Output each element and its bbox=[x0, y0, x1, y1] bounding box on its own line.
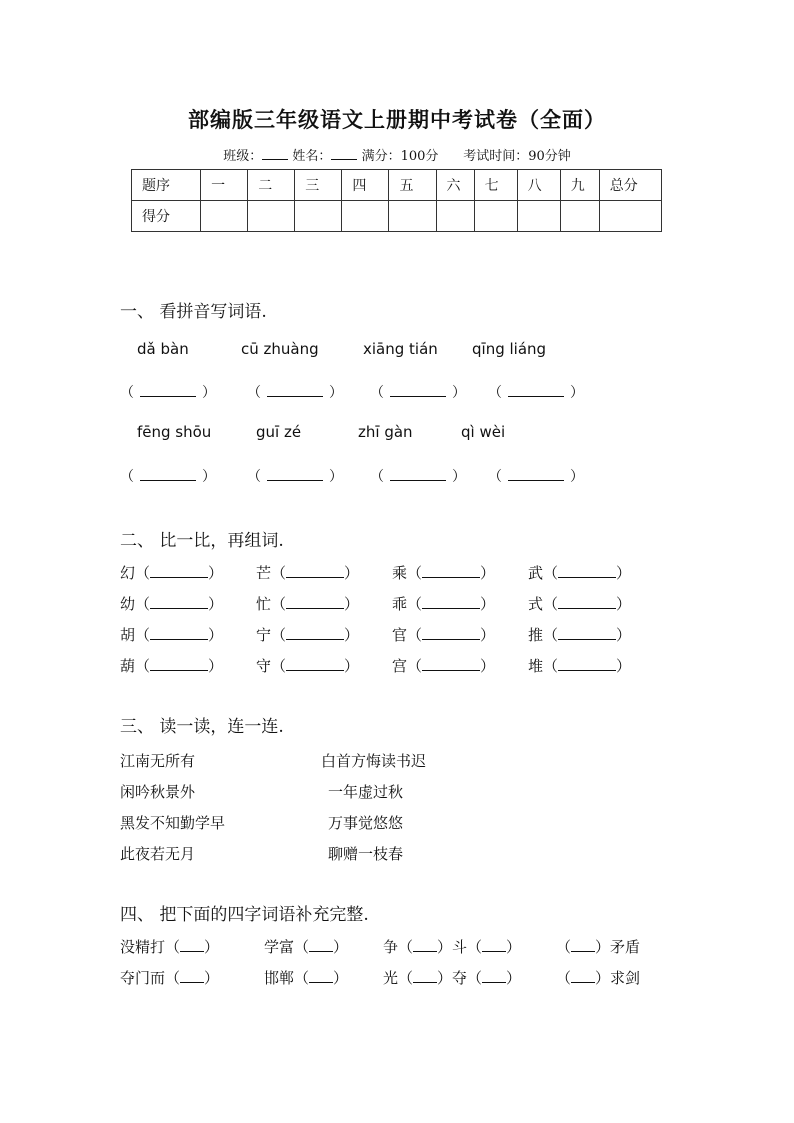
paren-close: ） bbox=[616, 657, 632, 675]
char: 宁 bbox=[256, 626, 272, 644]
score-header-cell: 三 bbox=[295, 170, 342, 201]
paren-close: ） bbox=[202, 469, 216, 485]
poem-line-left[interactable]: 此夜若无月 bbox=[120, 845, 196, 863]
paren-open: （ bbox=[407, 626, 423, 644]
paren-open: （ bbox=[407, 595, 423, 613]
answer-line[interactable] bbox=[286, 564, 344, 578]
word-compare-item[interactable] bbox=[392, 562, 495, 583]
paren-open: （ bbox=[407, 657, 423, 675]
idiom-blank[interactable] bbox=[309, 938, 333, 952]
score-input-cell[interactable] bbox=[436, 201, 474, 232]
answer-line[interactable] bbox=[422, 564, 480, 578]
answer-line[interactable] bbox=[558, 595, 616, 609]
idiom-item[interactable] bbox=[383, 967, 521, 988]
char: 幻 bbox=[120, 564, 136, 582]
paren-close: ） bbox=[570, 385, 584, 401]
idiom-blank[interactable] bbox=[180, 969, 204, 983]
paren-close: ） bbox=[329, 469, 343, 485]
poem-line-right[interactable]: 万事觉悠悠 bbox=[328, 814, 404, 832]
idiom-text: 邯郸（ bbox=[264, 969, 310, 987]
char: 官 bbox=[392, 626, 408, 644]
answer-line[interactable] bbox=[150, 626, 208, 640]
score-input-cell[interactable] bbox=[560, 201, 599, 232]
word-compare-item[interactable] bbox=[392, 593, 495, 614]
paren-close: ） bbox=[480, 626, 496, 644]
char: 武 bbox=[528, 564, 544, 582]
idiom-text: ）矛盾 bbox=[595, 938, 641, 956]
score-input-cell[interactable] bbox=[389, 201, 436, 232]
idiom-item[interactable] bbox=[120, 936, 219, 957]
answer-blank[interactable] bbox=[370, 466, 466, 486]
char: 推 bbox=[528, 626, 544, 644]
idiom-text: ）夺（ bbox=[437, 969, 483, 987]
paren-open: （ bbox=[247, 469, 261, 485]
word-compare-item[interactable] bbox=[256, 562, 359, 583]
pinyin-item: xiāng tián bbox=[363, 340, 438, 358]
idiom-blank[interactable] bbox=[571, 938, 595, 952]
char: 芒 bbox=[256, 564, 272, 582]
word-compare-item[interactable] bbox=[120, 655, 223, 676]
pinyin-item: qì wèi bbox=[461, 423, 506, 441]
answer-line[interactable] bbox=[267, 383, 323, 397]
score-input-cell[interactable] bbox=[201, 201, 248, 232]
paren-close: ） bbox=[616, 564, 632, 582]
score-table-header-row bbox=[132, 170, 662, 201]
poem-line-right[interactable]: 一年虚过秋 bbox=[328, 783, 404, 801]
paren-close: ） bbox=[480, 657, 496, 675]
char: 宫 bbox=[392, 657, 408, 675]
paren-close: ） bbox=[452, 385, 466, 401]
paren-open: （ bbox=[543, 564, 559, 582]
score-table bbox=[131, 169, 662, 232]
answer-line[interactable] bbox=[558, 626, 616, 640]
word-compare-item[interactable] bbox=[120, 593, 223, 614]
score-input-cell[interactable] bbox=[248, 201, 295, 232]
idiom-text: 没精打（ bbox=[120, 938, 181, 956]
word-compare-item[interactable] bbox=[528, 562, 631, 583]
score-input-cell[interactable] bbox=[295, 201, 342, 232]
paren-open: （ bbox=[135, 657, 151, 675]
paren-close: ） bbox=[344, 595, 360, 613]
section4-heading: 四、 把下面的四字词语补充完整. bbox=[120, 905, 369, 925]
answer-line[interactable] bbox=[286, 626, 344, 640]
paren-close: ） bbox=[202, 385, 216, 401]
char: 葫 bbox=[120, 657, 136, 675]
idiom-blank[interactable] bbox=[571, 969, 595, 983]
score-input-cell[interactable] bbox=[474, 201, 517, 232]
word-compare-item[interactable] bbox=[392, 655, 495, 676]
answer-blank[interactable] bbox=[120, 382, 216, 402]
paren-open: （ bbox=[271, 595, 287, 613]
poem-line-right[interactable]: 白首方悔读书迟 bbox=[321, 752, 427, 770]
idiom-text: 争（ bbox=[383, 938, 414, 956]
paren-close: ） bbox=[570, 469, 584, 485]
word-compare-item[interactable] bbox=[256, 624, 359, 645]
idiom-item[interactable] bbox=[556, 936, 640, 957]
answer-blank[interactable] bbox=[488, 466, 584, 486]
idiom-text: ）斗（ bbox=[437, 938, 483, 956]
paren-open: （ bbox=[543, 595, 559, 613]
score-header-cell: 六 bbox=[436, 170, 474, 201]
idiom-blank[interactable] bbox=[413, 969, 437, 983]
idiom-blank[interactable] bbox=[180, 938, 204, 952]
section2-heading: 二、 比一比，再组词. bbox=[120, 531, 284, 551]
score-header-cell: 四 bbox=[342, 170, 389, 201]
paren-close: ） bbox=[208, 657, 224, 675]
answer-line[interactable] bbox=[140, 383, 196, 397]
score-table-score-row bbox=[132, 201, 662, 232]
idiom-blank[interactable] bbox=[309, 969, 333, 983]
idiom-text: ）求剑 bbox=[595, 969, 641, 987]
word-compare-item[interactable] bbox=[120, 562, 223, 583]
idiom-text: ） bbox=[333, 938, 349, 956]
paren-open: （ bbox=[543, 626, 559, 644]
answer-line[interactable] bbox=[422, 595, 480, 609]
char: 乘 bbox=[392, 564, 408, 582]
paren-close: ） bbox=[208, 564, 224, 582]
paren-close: ） bbox=[616, 595, 632, 613]
paren-open: （ bbox=[370, 385, 384, 401]
score-header-cell: 五 bbox=[389, 170, 436, 201]
idiom-text: ） bbox=[204, 969, 220, 987]
paren-open: （ bbox=[488, 385, 502, 401]
idiom-item[interactable] bbox=[264, 967, 348, 988]
paren-close: ） bbox=[208, 626, 224, 644]
char: 守 bbox=[256, 657, 272, 675]
char: 乖 bbox=[392, 595, 408, 613]
paren-close: ） bbox=[344, 657, 360, 675]
pinyin-item: guī zé bbox=[256, 423, 302, 441]
answer-line[interactable] bbox=[422, 657, 480, 671]
score-input-cell[interactable] bbox=[599, 201, 661, 232]
answer-line[interactable] bbox=[422, 626, 480, 640]
score-header-cell: 九 bbox=[560, 170, 599, 201]
char: 幼 bbox=[120, 595, 136, 613]
score-header-cell: 题序 bbox=[132, 170, 201, 201]
paren-close: ） bbox=[344, 626, 360, 644]
idiom-text: 夺门而（ bbox=[120, 969, 181, 987]
score-header-cell: 二 bbox=[248, 170, 295, 201]
paren-open: （ bbox=[407, 564, 423, 582]
paren-close: ） bbox=[344, 564, 360, 582]
answer-blank[interactable] bbox=[488, 382, 584, 402]
paren-open: （ bbox=[543, 657, 559, 675]
poem-line-left[interactable]: 闲吟秋景外 bbox=[120, 783, 196, 801]
paren-open: （ bbox=[135, 595, 151, 613]
word-compare-item[interactable] bbox=[528, 655, 631, 676]
answer-blank[interactable] bbox=[370, 382, 466, 402]
char: 堆 bbox=[528, 657, 544, 675]
class-blank[interactable] bbox=[262, 147, 288, 160]
paren-open: （ bbox=[271, 657, 287, 675]
paren-open: （ bbox=[135, 564, 151, 582]
answer-line[interactable] bbox=[286, 595, 344, 609]
paren-open: （ bbox=[488, 469, 502, 485]
idiom-text: ） bbox=[204, 938, 220, 956]
paren-open: （ bbox=[120, 385, 134, 401]
score-input-cell[interactable] bbox=[517, 201, 560, 232]
answer-line[interactable] bbox=[558, 657, 616, 671]
idiom-text: ） bbox=[333, 969, 349, 987]
paren-close: ） bbox=[616, 626, 632, 644]
paren-close: ） bbox=[329, 385, 343, 401]
name-label: 姓名： bbox=[292, 149, 332, 164]
answer-line[interactable] bbox=[558, 564, 616, 578]
word-compare-item[interactable] bbox=[528, 593, 631, 614]
score-header-cell: 一 bbox=[201, 170, 248, 201]
score-input-cell[interactable] bbox=[342, 201, 389, 232]
poem-line-right[interactable]: 聊赠一枝春 bbox=[328, 845, 404, 863]
score-header-cell: 总分 bbox=[599, 170, 661, 201]
pinyin-item: cū zhuàng bbox=[241, 340, 319, 358]
poem-line-left[interactable]: 黑发不知勤学早 bbox=[120, 814, 226, 832]
answer-line[interactable] bbox=[390, 383, 446, 397]
exam-time: 考试时间：90分钟 bbox=[463, 149, 571, 164]
answer-line[interactable] bbox=[286, 657, 344, 671]
word-compare-item[interactable] bbox=[256, 655, 359, 676]
section3-heading: 三、 读一读，连一连. bbox=[120, 717, 284, 737]
idiom-text: （ bbox=[556, 938, 572, 956]
idiom-blank[interactable] bbox=[482, 969, 506, 983]
paren-open: （ bbox=[120, 469, 134, 485]
word-compare-item[interactable] bbox=[256, 593, 359, 614]
answer-line[interactable] bbox=[267, 467, 323, 481]
idiom-item[interactable] bbox=[264, 936, 348, 957]
word-compare-item[interactable] bbox=[392, 624, 495, 645]
answer-blank[interactable] bbox=[247, 466, 343, 486]
score-row-label: 得分 bbox=[132, 201, 201, 232]
class-label: 班级： bbox=[223, 149, 263, 164]
char: 忙 bbox=[256, 595, 272, 613]
idiom-blank[interactable] bbox=[482, 938, 506, 952]
idiom-text: 学富（ bbox=[264, 938, 310, 956]
char: 式 bbox=[528, 595, 544, 613]
paren-open: （ bbox=[247, 385, 261, 401]
paren-open: （ bbox=[370, 469, 384, 485]
char: 胡 bbox=[120, 626, 136, 644]
answer-blank[interactable] bbox=[247, 382, 343, 402]
answer-line[interactable] bbox=[508, 467, 564, 481]
paren-open: （ bbox=[135, 626, 151, 644]
idiom-text: 光（ bbox=[383, 969, 414, 987]
idiom-blank[interactable] bbox=[413, 938, 437, 952]
idiom-item[interactable] bbox=[556, 967, 640, 988]
paren-close: ） bbox=[480, 595, 496, 613]
name-blank[interactable] bbox=[331, 147, 357, 160]
answer-line[interactable] bbox=[390, 467, 446, 481]
word-compare-item[interactable] bbox=[528, 624, 631, 645]
idiom-text: ） bbox=[506, 969, 522, 987]
paren-open: （ bbox=[271, 564, 287, 582]
answer-line[interactable] bbox=[150, 657, 208, 671]
paren-close: ） bbox=[208, 595, 224, 613]
exam-info-line bbox=[0, 145, 794, 164]
full-score: 满分：100分 bbox=[361, 149, 439, 164]
answer-line[interactable] bbox=[140, 467, 196, 481]
paren-open: （ bbox=[271, 626, 287, 644]
word-compare-item[interactable] bbox=[120, 624, 223, 645]
paren-close: ） bbox=[480, 564, 496, 582]
idiom-text: （ bbox=[556, 969, 572, 987]
section1-heading: 一、 看拼音写词语. bbox=[120, 302, 267, 322]
pinyin-item: qīng liáng bbox=[472, 340, 547, 358]
answer-line[interactable] bbox=[150, 564, 208, 578]
poem-line-left[interactable]: 江南无所有 bbox=[120, 752, 196, 770]
page-title: 部编版三年级语文上册期中考试卷（全面） bbox=[188, 107, 606, 132]
answer-line[interactable] bbox=[508, 383, 564, 397]
pinyin-item: fēng shōu bbox=[137, 423, 212, 441]
answer-blank[interactable] bbox=[120, 466, 216, 486]
paren-close: ） bbox=[452, 469, 466, 485]
pinyin-item: zhī gàn bbox=[358, 423, 413, 441]
idiom-text: ） bbox=[506, 938, 522, 956]
score-header-cell: 七 bbox=[474, 170, 517, 201]
answer-line[interactable] bbox=[150, 595, 208, 609]
idiom-item[interactable] bbox=[120, 967, 219, 988]
idiom-item[interactable] bbox=[383, 936, 521, 957]
score-header-cell: 八 bbox=[517, 170, 560, 201]
pinyin-item: dǎ bàn bbox=[137, 340, 189, 358]
